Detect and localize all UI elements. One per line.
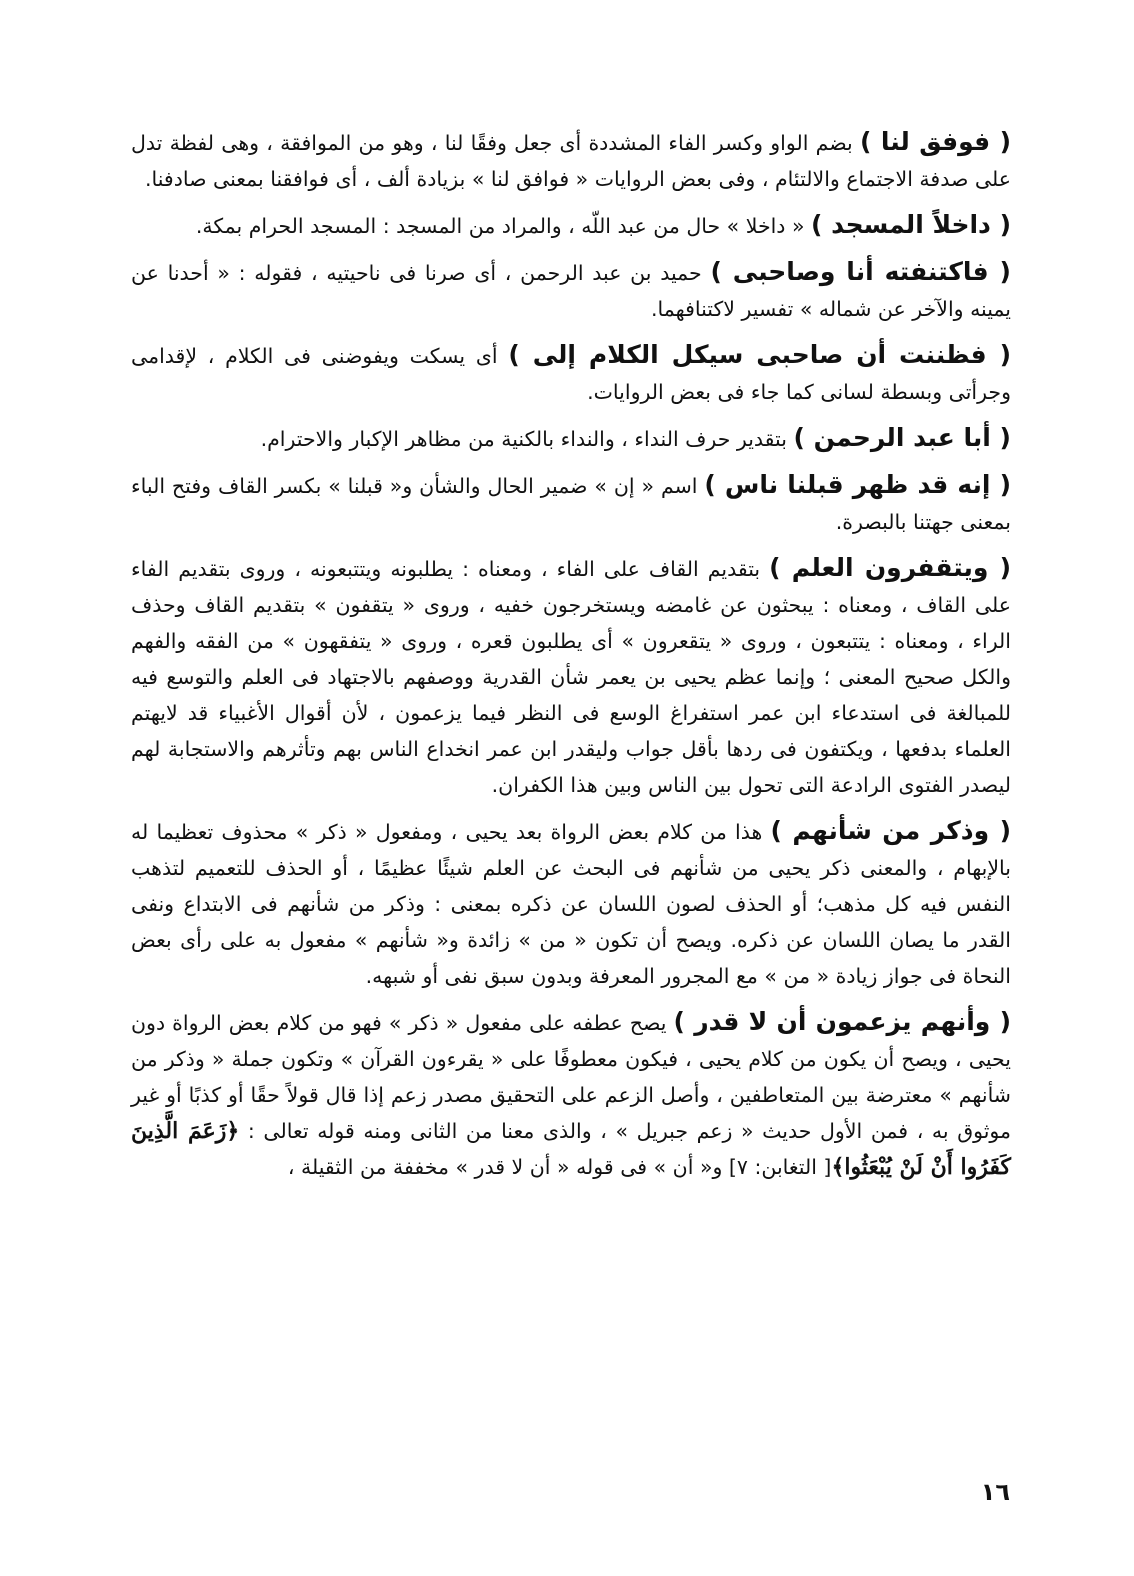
paragraph-text: هذا من كلام بعض الرواة بعد يحيى ، ومفعول « ذكر » محذوف تعظيما له بالإبهام ، والمعنى ذكر يحيى من شأنهم فى البحث عن العلم شيئًا عظيمًا ، أو الحذف للتعميم لتذهب النفس فيه كل مذهب؛ أو الحذف لصون اللسان عن ذكره بمعنى : وذكر من شأنهم فى الابتداع ونفى القدر ما يصان اللسان عن ذكره. ويصح أن تكون « من » زائدة و« شأنهم » مفعول به على رأى بعض النحاة فى جواز زيادة « من » مع المجرور المعرفة وبدون سبق نفى أو شبهه. — [131, 820, 1011, 988]
paragraph-aba-abd-alrahman — [131, 420, 1011, 457]
paragraph-fawaffiq — [131, 124, 1011, 197]
term-heading: ( إنه قد ظهر قبلنا ناس ) — [704, 470, 1011, 499]
paragraph-dakhilan — [131, 207, 1011, 244]
paragraph-text: « داخلا » حال من عبد اللّه ، والمراد من المسجد : المسجد الحرام بمكة. — [195, 214, 812, 238]
paragraph-fazanantu — [131, 337, 1011, 410]
paragraph-text: أى يسكت ويفوضنى فى الكلام ، لإقدامى وجرأتى وبسطة لسانى كما جاء فى بعض الروايات. — [131, 344, 1011, 404]
paragraph-text: اسم « إن » ضمير الحال والشأن و« قبلنا » بكسر القاف وفتح الباء بمعنى جهتنا بالبصرة. — [131, 474, 1011, 534]
paragraph-faktanaftuhu — [131, 254, 1011, 327]
paragraph-text-after: [ التغابن: ٧] و« أن » فى قوله « أن لا قدر » مخففة من الثقيلة ، — [287, 1155, 832, 1179]
paragraph-yataqaffarun — [131, 550, 1011, 803]
paragraph-text: بضم الواو وكسر الفاء المشددة أى جعل وفقًا لنا ، وهو من الموافقة ، وهى لفظة تدل على صدفة الاجتماع والالتئام ، وفى بعض الروايات « فوافق لنا » بزيادة ألف ، أى فوافقنا بمعنى صادفنا. — [131, 131, 1011, 191]
paragraph-wa-dhakara — [131, 813, 1011, 994]
term-heading: ( أبا عبد الرحمن ) — [793, 423, 1011, 452]
page-number: ١٦ — [980, 1478, 1010, 1506]
term-heading: ( ويتقفرون العلم ) — [769, 553, 1011, 582]
quran-verse: ﴿زَعَمَ الَّذِينَ كَفَرُوا أَنْ لَنْ يُبْعَثُوا﴾ — [131, 1118, 1011, 1180]
paragraph-text: بتقدير حرف النداء ، والنداء بالكنية من مظاهر الإكبار والاحترام. — [260, 427, 794, 451]
paragraph-innahu-qad-zahara — [131, 467, 1011, 540]
paragraph-yazumun — [131, 1004, 1011, 1185]
term-heading: ( فظننت أن صاحبى سيكل الكلام إلى ) — [508, 340, 1011, 369]
paragraph-text: يصح عطفه على مفعول « ذكر » فهو من كلام بعض الرواة دون يحيى ، ويصح أن يكون من كلام يحيى ، فيكون معطوفًا على « يقرءون القرآن » وتكون جملة « وذكر من شأنهم » معترضة بين المتعاطفين ، وأصل الزعم على التحقيق مصدر زعم إذا قال قولاً حقًا أو كذبًا أو غير موثوق به ، فمن الأول حديث « زعم جبريل » ، والذى معنا من الثانى ومنه قوله تعالى : — [131, 1011, 1011, 1143]
paragraph-text: بتقديم القاف على الفاء ، ومعناه : يطلبونه ويتتبعونه ، وروى بتقديم الفاء على القاف ، ومعناه : يبحثون عن غامضه ويستخرجون خفيه ، وروى « يتقفون » بتقديم القاف وحذف الراء ، ومعناه : يتتبعون ، وروى « يتقعرون » أى يطلبون قعره ، وروى « يتفقهون » من الفقه والفهم والكل صحيح المعنى ؛ وإنما عظم يحيى بن يعمر شأن القدرية ووصفهم بالاجتهاد فى العلم والتوسع فيه للمبالغة فى استدعاء ابن عمر استفراغ الوسع فى النظر فيما يزعمون ، لأن أقوال الأغبياء قد لايهتم العلماء بدفعها ، ويكتفون فى ردها بأقل جواب وليقدر ابن عمر انخداع الناس بهم وتأثرهم والاستجابة لهم ليصدر الفتوى الرادعة التى تحول بين الناس وبين هذا الكفران. — [131, 557, 1011, 797]
term-heading: ( فوفق لنا ) — [859, 127, 1011, 156]
term-heading: ( وأنهم يزعمون أن لا قدر ) — [673, 1007, 1011, 1036]
paragraph-text: حميد بن عبد الرحمن ، أى صرنا فى ناحيتيه ، فقوله : « أحدنا عن يمينه والآخر عن شماله » تفسير لاكتنافهما. — [131, 261, 1011, 321]
term-heading: ( وذكر من شأنهم ) — [770, 816, 1011, 845]
term-heading: ( داخلاً المسجد ) — [811, 210, 1011, 239]
page-text-body — [131, 124, 1011, 1195]
term-heading: ( فاكتنفته أنا وصاحبى ) — [710, 257, 1011, 286]
